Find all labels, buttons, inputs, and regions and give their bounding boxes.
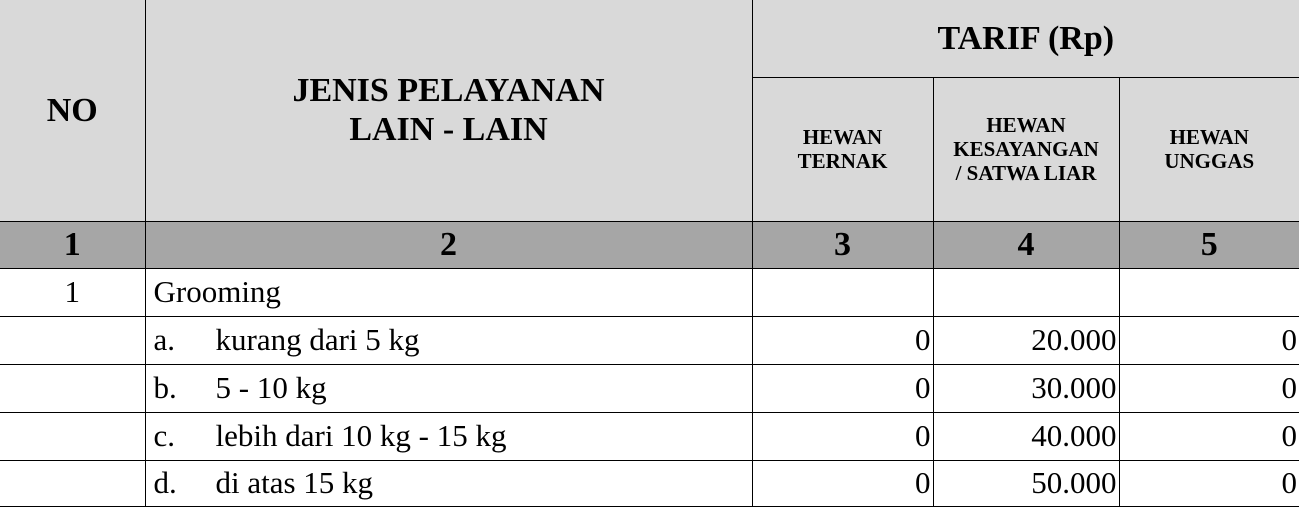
header-tarif: [752, 0, 1299, 77]
header-col4-line2: KESAYANGAN: [953, 136, 1099, 161]
table-row: [0, 364, 1299, 412]
row-unggas-value: 0: [1119, 316, 1299, 364]
row-label: [145, 412, 752, 460]
row-label-text: lebih dari 10 kg - 15 kg: [215, 418, 507, 453]
row-ternak-value: 0: [752, 316, 933, 364]
table-row: [0, 460, 1299, 506]
section-title: Grooming: [145, 268, 752, 316]
header-service-line2: LAIN - LAIN: [349, 111, 548, 149]
row-label: [145, 460, 752, 506]
table-row: [0, 412, 1299, 460]
header-col4-line3: / SATWA LIAR: [955, 161, 1097, 186]
row-letter: a.: [153, 322, 176, 357]
row-label: [145, 364, 752, 412]
header-col5-line2: UNGGAS: [1164, 149, 1255, 173]
row-unggas-value: 0: [1119, 412, 1299, 460]
row-no-empty: [0, 364, 145, 412]
header-service: [145, 0, 752, 221]
column-number-3: 3: [752, 221, 933, 268]
row-ternak-value: 0: [752, 412, 933, 460]
row-label: [145, 316, 752, 364]
header-no-text: NO: [46, 91, 98, 129]
header-no: [0, 0, 145, 221]
row-letter: d.: [153, 465, 177, 500]
section-empty-5: [1119, 268, 1299, 316]
row-kesayangan-value: 20.000: [933, 316, 1119, 364]
header-hewan-kesayangan: [933, 77, 1119, 221]
row-unggas-value: 0: [1119, 460, 1299, 506]
row-no-empty: [0, 412, 145, 460]
header-col3-line2: TERNAK: [797, 149, 888, 173]
row-letter: b.: [153, 370, 177, 405]
column-number-4: 4: [933, 221, 1119, 268]
column-number-2: 2: [145, 221, 752, 268]
row-label-text: di atas 15 kg: [215, 465, 374, 500]
section-empty-3: [752, 268, 933, 316]
row-kesayangan-value: 30.000: [933, 364, 1119, 412]
table-row: [0, 316, 1299, 364]
row-ternak-value: 0: [752, 460, 933, 506]
row-no-empty: [0, 460, 145, 506]
column-number-1: 1: [0, 221, 145, 268]
header-hewan-ternak: [752, 77, 933, 221]
header-service-line1: JENIS PELAYANAN: [292, 72, 605, 110]
header-hewan-unggas: [1119, 77, 1299, 221]
header-tarif-text: TARIF (Rp): [937, 19, 1115, 57]
row-unggas-value: 0: [1119, 364, 1299, 412]
column-number-5: 5: [1119, 221, 1299, 268]
row-ternak-value: 0: [752, 364, 933, 412]
row-label-text: 5 - 10 kg: [215, 370, 327, 405]
header-col5-line1: HEWAN: [1169, 124, 1249, 149]
row-label-text: kurang dari 5 kg: [215, 322, 420, 357]
row-kesayangan-value: 40.000: [933, 412, 1119, 460]
section-no: 1: [0, 268, 145, 316]
header-col4-line1: HEWAN: [986, 112, 1066, 137]
row-no-empty: [0, 316, 145, 364]
section-empty-4: [933, 268, 1119, 316]
header-col3-line1: HEWAN: [802, 124, 883, 149]
row-kesayangan-value: 50.000: [933, 460, 1119, 506]
row-letter: c.: [153, 418, 176, 453]
section-row: [0, 268, 1299, 316]
